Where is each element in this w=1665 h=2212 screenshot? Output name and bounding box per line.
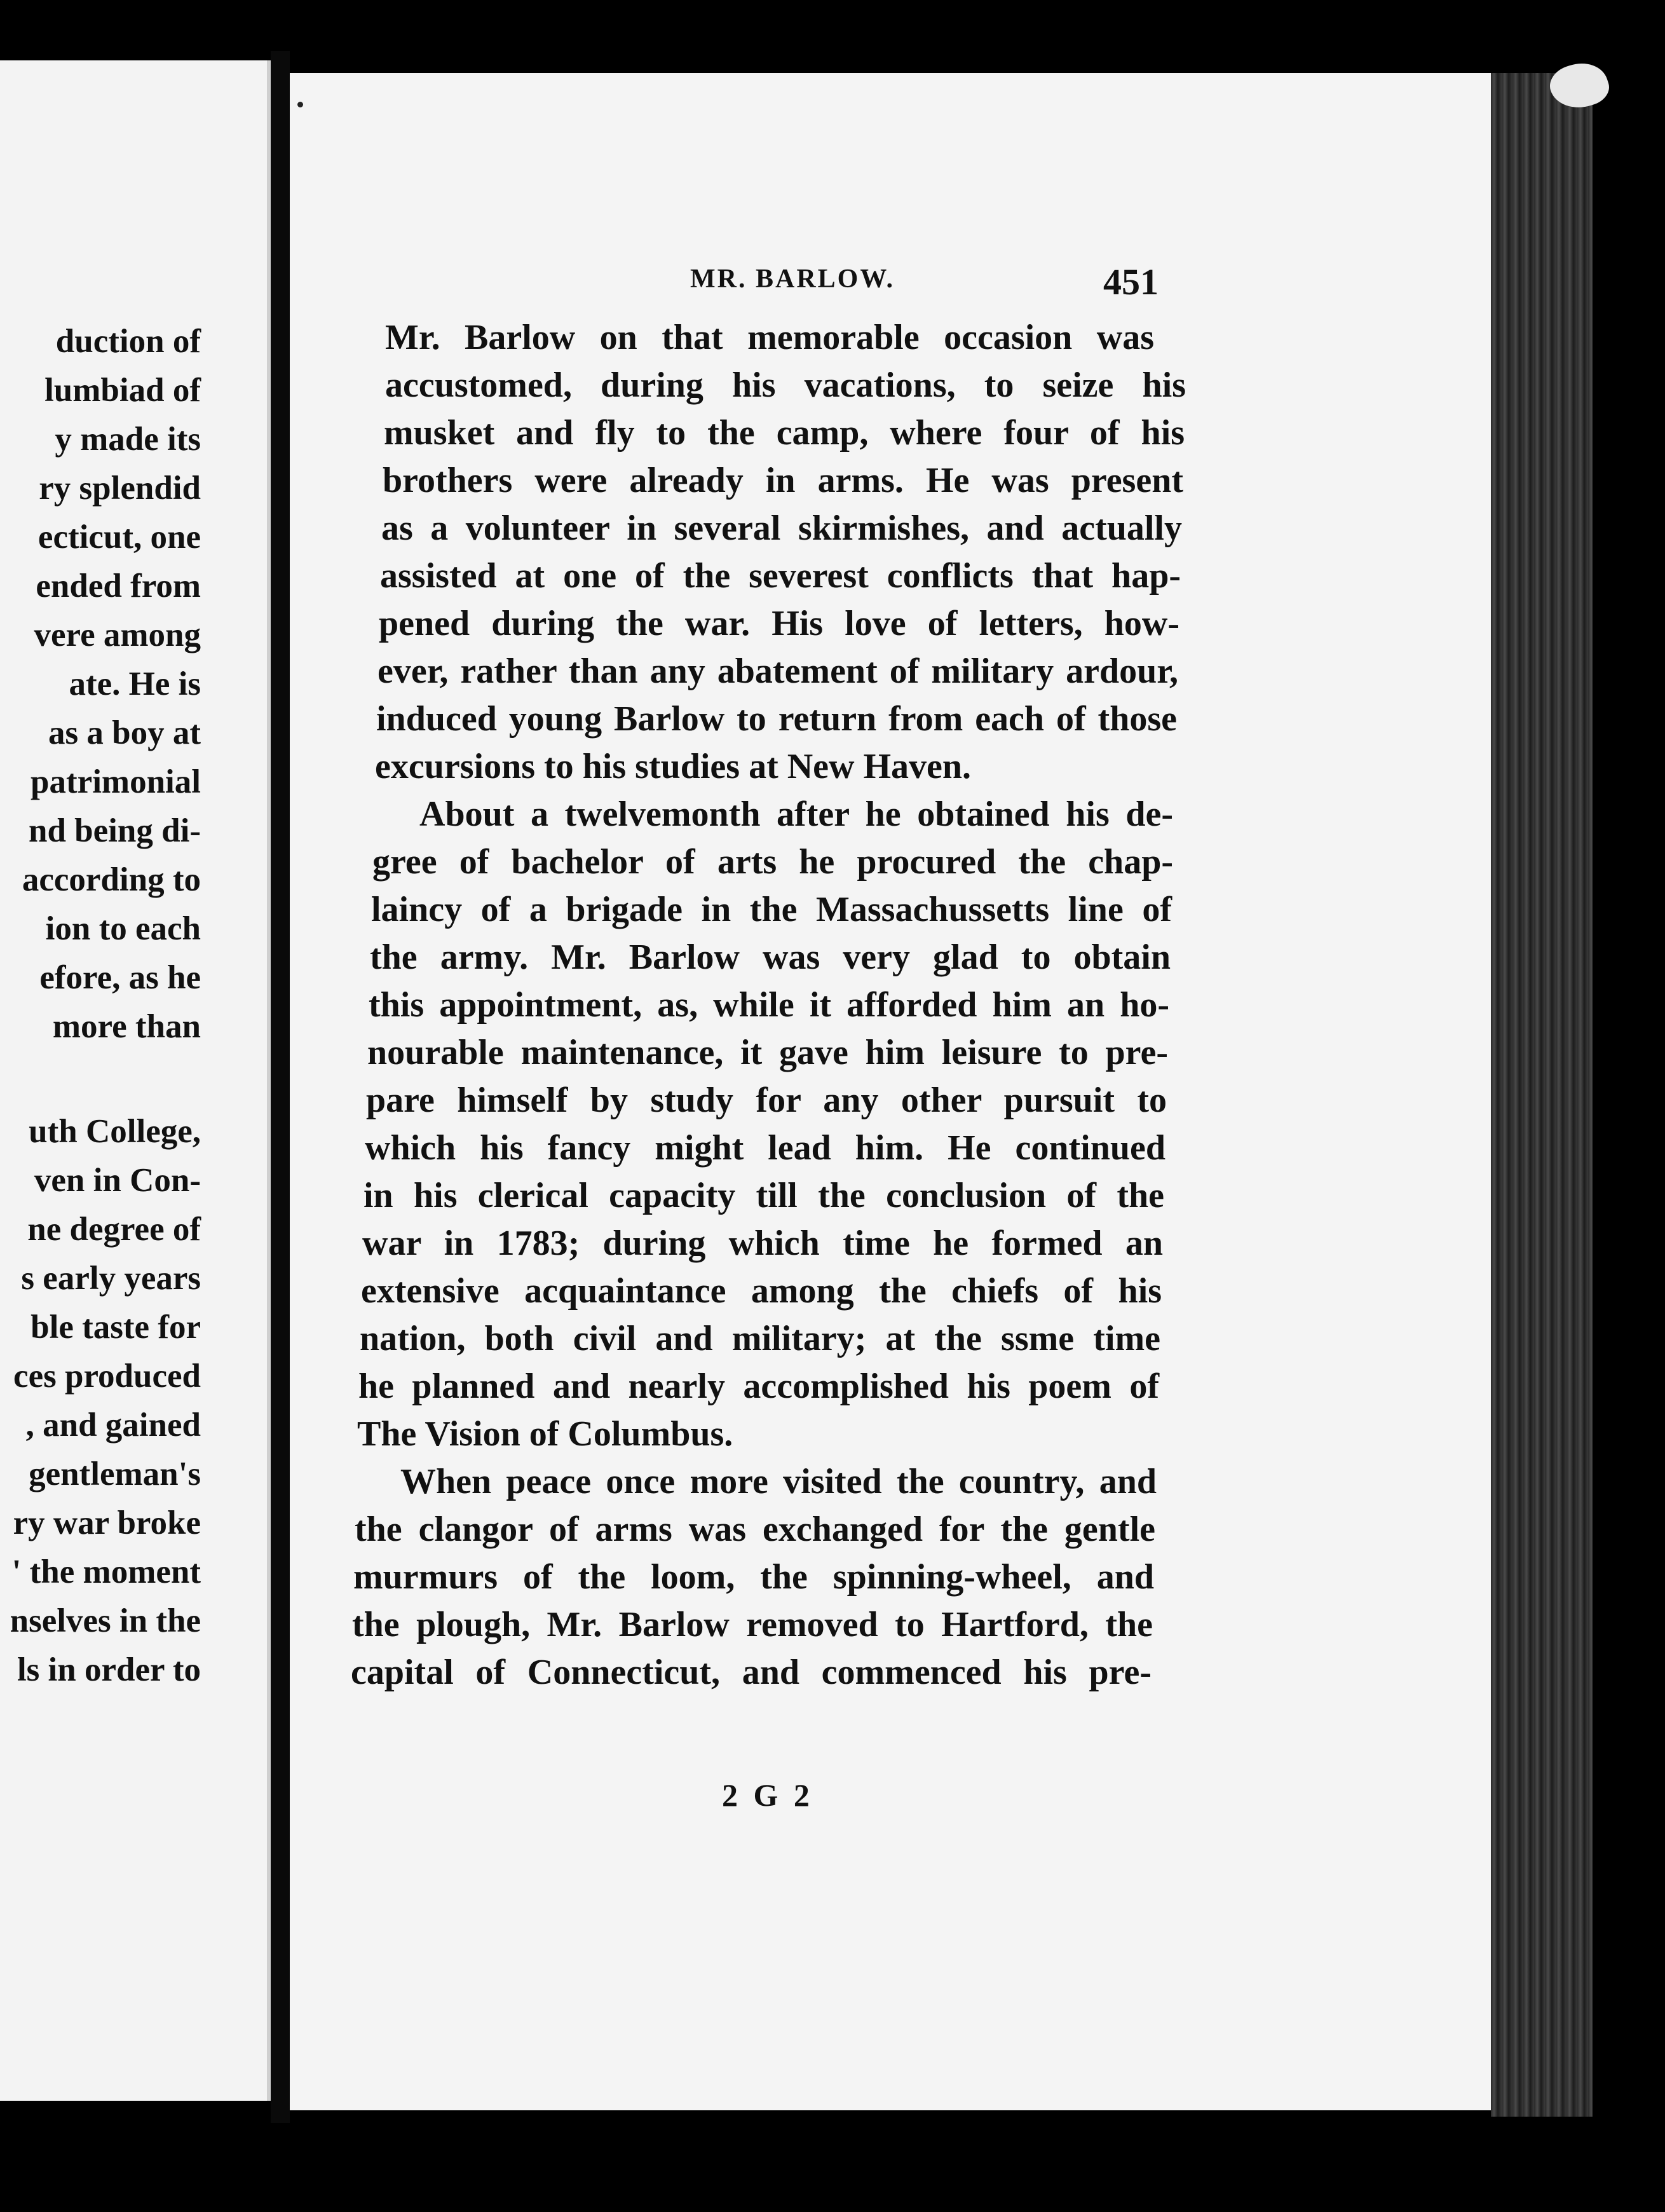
- facing-page-line: ne degree of: [27, 1211, 201, 1248]
- text-line: the plough, Mr. Barlow removed to Hartford, the: [352, 1605, 1153, 1644]
- text-line: in his clerical capacity till the conclusion of the: [364, 1176, 1164, 1215]
- text-line: nation, both civil and military; at the ssme time: [360, 1319, 1160, 1358]
- text-line: The Vision of Columbus.: [357, 1414, 733, 1454]
- facing-page-line: nselves in the: [10, 1602, 201, 1639]
- facing-page-line: y made its: [55, 421, 201, 458]
- facing-page-line: ion to each: [45, 910, 201, 947]
- text-line: assisted at one of the severest conflicts that hap-: [380, 556, 1181, 596]
- text-line: the army. Mr. Barlow was very glad to obtain: [370, 938, 1171, 977]
- facing-page-line: according to: [22, 861, 201, 898]
- text-line: musket and fly to the camp, where four of his: [384, 413, 1185, 453]
- facing-page-line: ate. He is: [69, 666, 201, 702]
- facing-page-line: duction of: [55, 323, 201, 360]
- facing-page-line: , and gained: [25, 1407, 201, 1444]
- facing-page-line: ' the moment: [11, 1553, 201, 1590]
- facing-page-line: ecticut, one: [37, 519, 201, 556]
- facing-page-line: efore, as he: [39, 959, 201, 996]
- text-line: gree of bachelor of arts he procured the chap-: [372, 842, 1173, 882]
- text-line: as a volunteer in several skirmishes, and actually: [381, 509, 1182, 548]
- facing-page-line: ended from: [36, 568, 201, 604]
- facing-page-line: ble taste for: [31, 1309, 201, 1346]
- text-line: this appointment, as, while it afforded him an ho-: [369, 985, 1169, 1025]
- facing-page-line: s early years: [21, 1260, 201, 1297]
- facing-page-line: gentleman's: [29, 1456, 201, 1492]
- book-edge-shadow: [1593, 38, 1665, 2212]
- main-page: [290, 73, 1491, 2110]
- facing-page-line: ven in Con-: [34, 1162, 201, 1199]
- text-line: extensive acquaintance among the chiefs of his: [361, 1271, 1162, 1311]
- text-line: laincy of a brigade in the Massachussetts line of: [371, 890, 1172, 929]
- running-head: MR. BARLOW.: [690, 264, 895, 294]
- text-line: Mr. Barlow on that memorable occasion was: [385, 318, 1154, 357]
- text-line: excursions to his studies at New Haven.: [375, 747, 972, 786]
- facing-page-line: nd being di-: [28, 812, 201, 849]
- text-line: capital of Connecticut, and commenced his pre-: [351, 1653, 1152, 1692]
- facing-page-line: patrimonial: [31, 763, 201, 800]
- facing-page-line: more than: [52, 1008, 201, 1045]
- facing-page-line: ry splendid: [39, 470, 201, 507]
- text-line: pened during the war. His love of letters, how-: [379, 604, 1179, 643]
- text-line: induced young Barlow to return from each of those: [376, 699, 1177, 739]
- text-line: ever, rather than any abatement of military ardour,: [377, 652, 1178, 691]
- facing-page-line: uth College,: [29, 1113, 201, 1150]
- text-line: pare himself by study for any other pursuit to: [366, 1081, 1167, 1120]
- book-gutter: [271, 51, 290, 2123]
- facing-page-line: vere among: [34, 617, 201, 653]
- text-line: About a twelvemonth after he obtained his de-: [419, 795, 1173, 834]
- text-line: accustomed, during his vacations, to seize his: [385, 365, 1186, 405]
- page-number: 451: [1103, 261, 1159, 303]
- facing-page-line: ces produced: [13, 1358, 201, 1395]
- facing-page-line: lumbiad of: [44, 372, 201, 409]
- facing-page: [0, 60, 271, 2101]
- page-speck: [297, 102, 303, 107]
- book-edge: [1491, 73, 1593, 2117]
- text-line: he planned and nearly accomplished his poem of: [358, 1367, 1159, 1406]
- facing-page-line: ry war broke: [13, 1505, 201, 1541]
- signature-mark: 2 G 2: [722, 1777, 813, 1813]
- text-line: which his fancy might lead him. He continued: [365, 1128, 1166, 1168]
- text-line: nourable maintenance, it gave him leisure to pre-: [367, 1033, 1168, 1072]
- text-line: When peace once more visited the country, and: [400, 1462, 1157, 1501]
- text-line: the clangor of arms was exchanged for the gentle: [355, 1510, 1155, 1549]
- facing-page-line: ls in order to: [17, 1651, 201, 1688]
- facing-page-line: as a boy at: [48, 714, 201, 751]
- text-line: murmurs of the loom, the spinning-wheel, and: [353, 1557, 1154, 1597]
- text-line: brothers were already in arms. He was present: [383, 461, 1183, 500]
- text-line: war in 1783; during which time he formed an: [362, 1224, 1163, 1263]
